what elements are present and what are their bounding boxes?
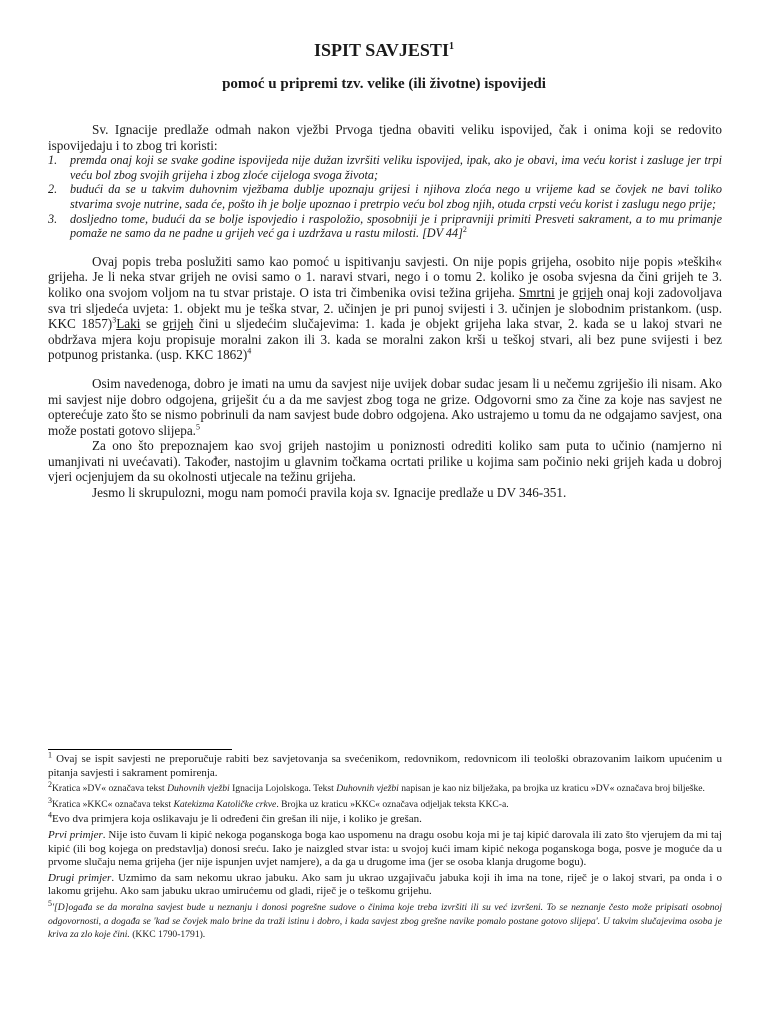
footnote-2: $^2$Kratica »DV« označava tekst Duhovnih vježbi Ignacija Lojolskoga. Tekst Duhovnih vježbi napisan je kao niz bilježaka, pa brojka uz kraticu »DV« označava broj bilješke.: [48, 780, 705, 795]
footnote-5: $^5$'[D]ogađa se da moralna savjest bude u neznanju i donosi pogrešne sudove o činima koje treba izvršiti ili su već izvršeni. To se neznanje često može pripisati osobnoj odgovornosti, a događa se 'kad se čovjek malo brine da traži istinu i dobro, i kada savjest zbog grešne navike pomalo postane gotovo slijepa'. U takvim slučajevima osoba je kriva za zlo koje čini. (KKC 1790-1791).: [48, 898, 722, 941]
footnote-ref-3[interactable]: 3: [112, 315, 117, 325]
footnote-1: $^1$ Ovaj se ispit savjesti ne preporučuje rabiti bez savjetovanja sa svećenikom, redovnikom, redovnicom ili teološki obrazovanim laikom upućenim u pitanja savjesti i sakrament pomirenja.: [48, 750, 723, 779]
title-text: ISPIT SAVJESTI: [314, 40, 449, 60]
term-laki: Laki: [116, 316, 141, 332]
footnote-ref-2[interactable]: 2: [462, 225, 467, 235]
page-subtitle: pomoć u pripremi tzv. velike (ili životne) ispovijedi: [222, 76, 546, 92]
reason-number: 1.: [48, 153, 58, 168]
paragraph-sin-types: Ovaj popis treba poslužiti samo kao pomoć u ispitivanju savjesti. On nije popis grijeha, osobito nije popis »teških« grijeha. Je li neka stvar grijeh ne ovisi samo o 1. naravi stvari, nego i o tomu 2. koliko je osoba svjesna da čini grijeh te 3. koliko ona svojom voljom na tu stvar pristaje. O ista tri čimbenika ovisi težina grijeha. Smrtni je grijeh onaj koji zadovoljava sva tri sljedeća uvjeta: 1. objekt mu je teška stvar, 2. učinjen je pri punoj svijesti i 3. učinjen je slobodnim pristankom. (usp. KKC 1857)$^3$Laki se grijeh čini u sljedećim slučajevima: 1. kada je objekt grijeha laka stvar, 2. kada se u lakoj stvari ne obdržava mjera koju propisuje moralni zakon ili 3. kada se moralni zakon krši u teškoj stvari, ali bez pune svijesti i bez potpunog pristanka. (usp. KKC 1862)$^4$: [48, 253, 722, 363]
example-2: Drugi primjer. Uzmimo da sam nekomu ukrao jabuku. Ako sam ju ukrao uzgajivaču jabuka koji ih ima na tone, riječ je o lakoj stvari, pa onda i o lakomu grijehu. Ako sam jabuku ukrao umirućemu od gladi, riječ je o teškomu grijehu.: [48, 871, 723, 898]
reason-text: premda onaj koji se svake godine ispovijeda nije dužan izvršiti veliku ispovijed, ipak, ako je obavi, ima veću korist i zasluge jer trpi veću bol zbog svojih grijeha i zbog zloće cijeloga svoga života;: [70, 153, 722, 182]
intro-paragraph: Sv. Ignacije predlaže odmah nakon vježbi Prvoga tjedna obaviti veliku ispovijed, čak i onima koji se redovito ispovijedaju i to zbog tri koristi:: [48, 122, 722, 153]
footnotes: [48, 750, 723, 944]
footnote-4: $^4$Evo dva primjera koja oslikavaju je li određeni čin grešan ili nije, i koliko je grešan.: [48, 810, 422, 826]
reason-number: 3.: [48, 211, 58, 226]
footnote-ref-5[interactable]: 5: [195, 422, 200, 432]
reason-text: budući da se u takvim duhovnim vježbama dublje upoznaju grijesi i njihova zloća nego u vrijeme kad se čovjek ne bavi toliko stvarima svoje nutrine, sada će, pošto ih je bolje upoznao i pretrpio veću bol zbog njih, otuda crpsti veću korist i zaslugu nego prije;: [70, 182, 722, 211]
footnote-ref-1[interactable]: 1: [448, 41, 454, 52]
footnote-3: $^3$Kratica »KKC« označava tekst Katekizma Katoličke crkve. Brojka uz kraticu »KKC« označava odjeljak teksta KKC-a.: [48, 795, 509, 810]
reason-item: [48, 212, 722, 241]
term-grijeh: grijeh: [572, 284, 604, 300]
reasons-list: [48, 153, 722, 241]
page-title: [0, 40, 768, 61]
paragraph-conscience: Osim navedenoga, dobro je imati na umu da savjest nije uvijek dobar sudac jesam li u nečemu zgriješio ili nisam. Ako mi savjest nije dobro odgojena, griješit ću a da me savjest zbog toga ne grize. Odgovorni smo za čine za koje nas savjest ne opterećuje zato što se nismo pobrinuli da nam savjest bude dobro odgojena. Ako ustrajemo u tomu da ne odgajamo savjest, ona može postati gotovo slijepa.$^5$: [48, 375, 722, 438]
reason-number: 2.: [48, 182, 58, 197]
term-smrtni: Smrtni: [518, 284, 555, 300]
paragraph-scrupulous: Jesmo li skrupulozni, mogu nam pomoći pravila koja sv. Ignacije predlaže u DV 346-351.: [92, 485, 567, 501]
main-text: [48, 122, 722, 501]
example-1: Prvi primjer. Nije isto čuvam li kipić nekoga poganskoga boga kao uspomenu na dragu osobu koja mi je taj kipić darovala ili zato što vjerujem da mi taj kipić (ili bog kojega on predstavlja) donosi sreću. Iako je naizgled stvar ista: u svojoj kući imam kipić nekoga poganskoga boga, posve je moguće da u prvome slučaju nema grijeha (jer nije ispunjen uvjet namjere), a da ga u drugome ima (jer se osoba klanja drugome bogu).: [48, 828, 722, 869]
paragraph-count: Za ono što prepoznajem kao svoj grijeh nastojim u poniznosti odrediti koliko sam puta to učinio (namjerno ni umanjivati ni uvećavati). Također, nastojim u glavnim točkama ocrtati prilike u kojima sam počinio neki grijeh kada u dobroj vjeri ocjenjujem da su okolnosti utjecale na težinu grijeha.: [48, 438, 722, 485]
reason-item: [48, 182, 722, 211]
term-grijeh: grijeh: [162, 316, 194, 332]
footnote-ref-4[interactable]: 4: [247, 346, 252, 356]
reason-text: dosljedno tome, budući da se bolje ispovjedio i raspoložio, sposobniji je i pripravniji primiti Presveti sakrament, a to mu primanje pomaže ne samo da ne padne u grijeh već ga i uzdržava u rastu milosti.: [70, 211, 722, 241]
reason-item: [48, 153, 722, 182]
footnote-divider: [48, 749, 232, 750]
citation: [DV 44]: [422, 226, 463, 241]
